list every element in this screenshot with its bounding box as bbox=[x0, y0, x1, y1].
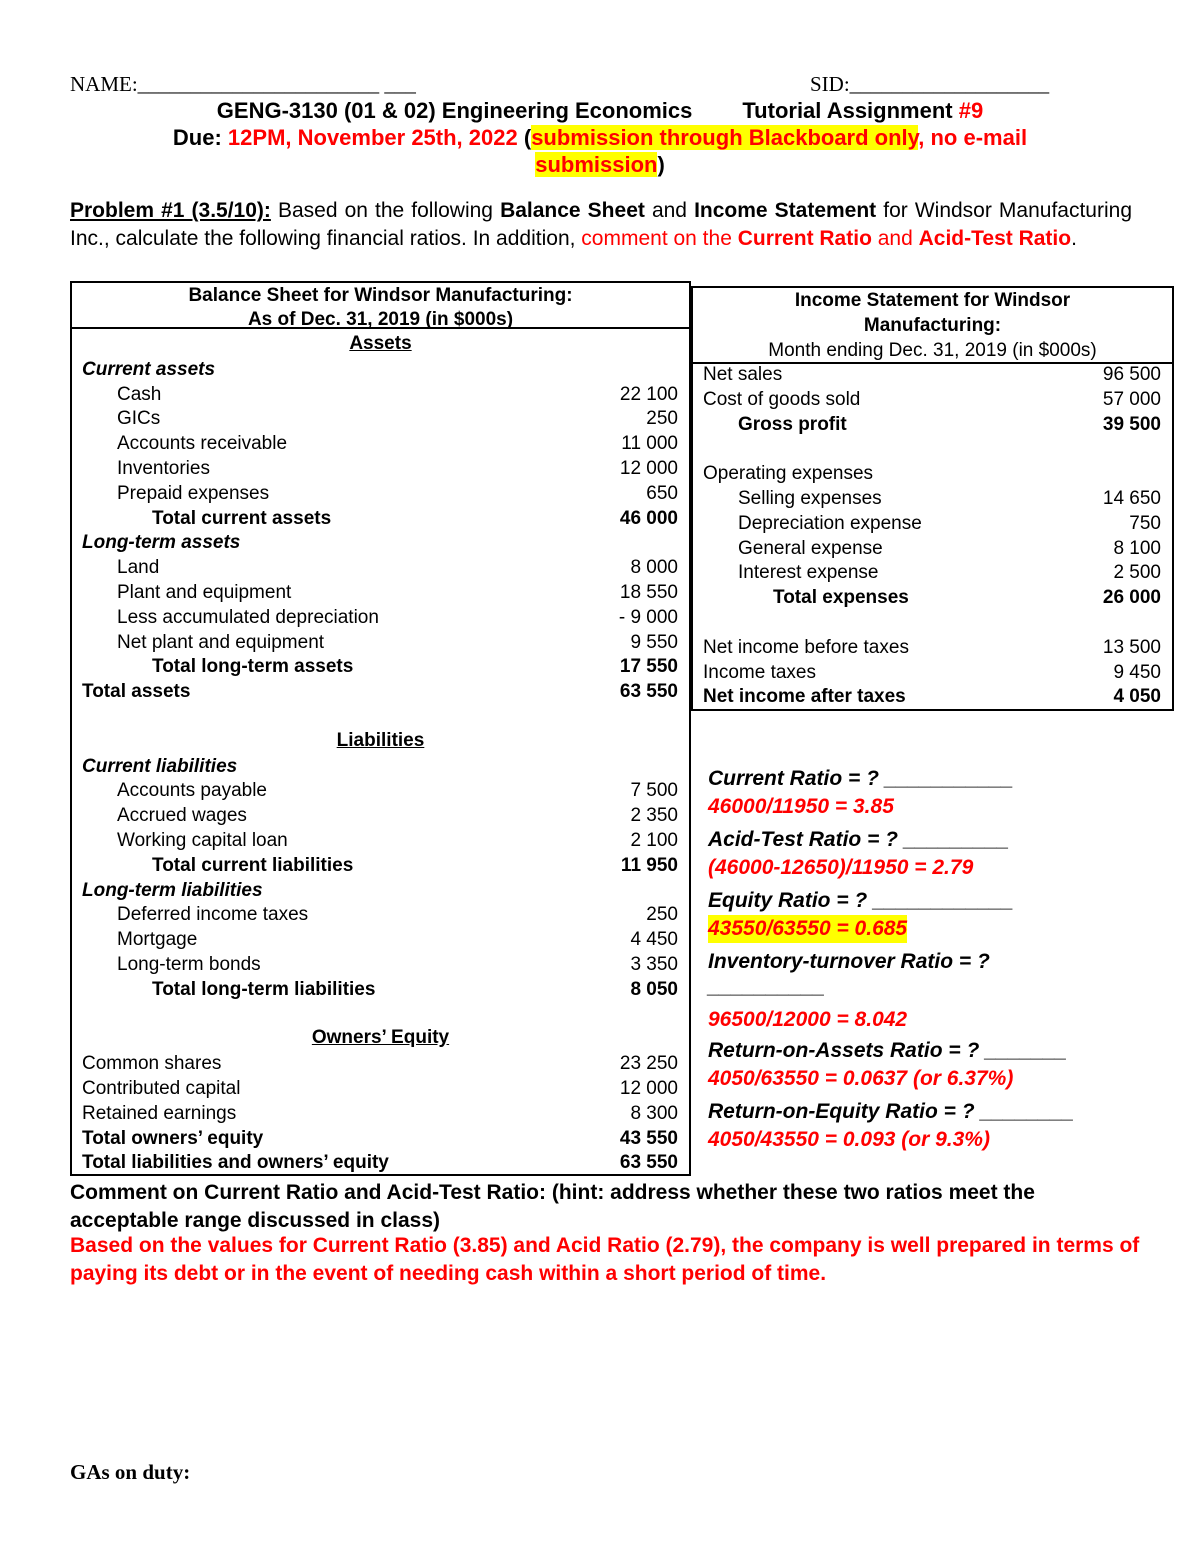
lta-row-value: 18 550 bbox=[619, 582, 678, 603]
due-submission-note: submission through Blackboard only bbox=[531, 125, 919, 150]
total-current-assets-label: Total current assets bbox=[152, 507, 332, 529]
ltl-row-value: 4 450 bbox=[630, 929, 678, 951]
net-income-before-taxes-value: 13 500 bbox=[1102, 636, 1161, 658]
total-current-liabilities-label: Total current liabilities bbox=[152, 854, 354, 876]
problem-label: Problem #1 (3.5/10): bbox=[70, 199, 271, 222]
is-title-2: Manufacturing: bbox=[863, 315, 1002, 336]
long-term-assets-label: Long-term assets bbox=[82, 532, 241, 554]
bs-title-1: Balance Sheet for Windsor Manufacturing: bbox=[188, 285, 573, 306]
opex-row-label: General expense bbox=[738, 537, 883, 559]
sid-field-label: SID:___________________ bbox=[810, 72, 1050, 96]
due-no-email: , no e-mail bbox=[918, 125, 1028, 150]
ltl-row-label: Long-term bonds bbox=[117, 954, 261, 975]
due-paren-close: ) bbox=[657, 152, 665, 177]
total-current-liabilities-value: 11 950 bbox=[620, 854, 678, 876]
income-taxes-label: Income taxes bbox=[703, 661, 816, 683]
total-current-assets-value: 46 000 bbox=[619, 507, 678, 529]
ca-row-value: 11 000 bbox=[621, 433, 678, 455]
long-term-liabilities-label: Long-term liabilities bbox=[82, 879, 263, 901]
problem-period: . bbox=[1071, 227, 1077, 250]
lta-row-label: Plant and equipment bbox=[117, 582, 292, 603]
ca-row-label: Inventories bbox=[117, 458, 210, 479]
net-income-after-taxes-value: 4 050 bbox=[1113, 686, 1161, 708]
opex-row-label: Selling expenses bbox=[738, 488, 882, 509]
opex-row-label: Interest expense bbox=[738, 562, 879, 584]
cogs-value: 57 000 bbox=[1102, 388, 1161, 410]
problem-statement bbox=[70, 197, 1132, 253]
opex-row-value: 750 bbox=[1129, 512, 1161, 534]
course-title: GENG-3130 (01 & 02) Engineering Economics bbox=[216, 98, 693, 123]
ratio-question: Equity Ratio = ? ____________ bbox=[708, 889, 1014, 912]
net-income-after-taxes-label: Net income after taxes bbox=[703, 686, 906, 708]
cl-row-value: 2 350 bbox=[630, 805, 678, 827]
total-long-term-liabilities-value: 8 050 bbox=[630, 978, 678, 1000]
lta-row-value: - 9 000 bbox=[618, 606, 678, 628]
ratio-question: Acid-Test Ratio = ? _________ bbox=[708, 828, 1009, 851]
lta-row-value: 8 000 bbox=[630, 557, 678, 579]
ratio-question: Return-on-Equity Ratio = ? ________ bbox=[708, 1100, 1074, 1123]
lta-row-label: Net plant and equipment bbox=[117, 631, 325, 653]
net-sales-label: Net sales bbox=[703, 364, 783, 385]
ca-row-value: 650 bbox=[646, 482, 678, 504]
net-sales-value: 96 500 bbox=[1102, 364, 1161, 385]
gross-profit-label: Gross profit bbox=[738, 413, 847, 435]
gas-on-duty-label: GAs on duty: bbox=[70, 1460, 191, 1484]
ratio-answer: 4050/43550 = 0.093 (or 9.3%) bbox=[708, 1128, 990, 1151]
balance-sheet-title bbox=[72, 284, 689, 332]
cl-row-label: Working capital loan bbox=[117, 830, 288, 851]
cl-row-value: 7 500 bbox=[630, 780, 678, 802]
ca-row-label: Prepaid expenses bbox=[117, 482, 270, 504]
total-long-term-liabilities-label: Total long-term liabilities bbox=[152, 978, 376, 1000]
due-line-2 bbox=[0, 152, 1200, 178]
total-long-term-assets-label: Total long-term assets bbox=[152, 656, 354, 678]
problem-and-2: and bbox=[871, 227, 919, 250]
total-liabilities-and-equity-label: Total liabilities and owners’ equity bbox=[82, 1152, 389, 1174]
liabilities-heading: Liabilities bbox=[336, 729, 425, 751]
ratio-answer: (46000-12650)/11950 = 2.79 bbox=[708, 856, 974, 879]
ca-row-label: GICs bbox=[117, 408, 161, 430]
ltl-row-label: Deferred income taxes bbox=[117, 904, 309, 926]
eq-row-label: Contributed capital bbox=[82, 1078, 241, 1099]
assignment-label: Tutorial Assignment bbox=[742, 98, 959, 123]
total-expenses-value: 26 000 bbox=[1102, 587, 1161, 609]
ltl-row-label: Mortgage bbox=[117, 929, 198, 951]
assets-heading: Assets bbox=[349, 333, 412, 354]
due-date: 12PM, November 25th, 2022 bbox=[227, 125, 518, 150]
due-paren: ( bbox=[517, 125, 532, 150]
is-title-3: Month ending Dec. 31, 2019 (in $000s) bbox=[768, 340, 1097, 361]
cl-row-value: 2 100 bbox=[630, 830, 678, 851]
problem-cr: Current Ratio bbox=[737, 227, 872, 250]
net-income-before-taxes-label: Net income before taxes bbox=[703, 636, 909, 658]
due-label: Due: bbox=[172, 125, 228, 150]
cl-row-label: Accounts payable bbox=[117, 780, 267, 802]
opex-row-value: 14 650 bbox=[1102, 488, 1161, 509]
problem-text: Based on the following bbox=[270, 199, 501, 222]
ca-row-label: Cash bbox=[117, 383, 162, 405]
name-field-label: NAME:_______________________ ___ bbox=[70, 72, 416, 96]
opex-row-value: 8 100 bbox=[1113, 537, 1161, 559]
ratio-answer: 96500/12000 = 8.042 bbox=[708, 1008, 908, 1031]
problem-is: Income Statement bbox=[694, 199, 877, 222]
due-submission-cont: submission bbox=[535, 152, 658, 177]
current-assets-label: Current assets bbox=[82, 358, 216, 380]
eq-row-label: Retained earnings bbox=[82, 1102, 237, 1124]
eq-row-label: Common shares bbox=[82, 1053, 222, 1075]
ratio-answer: 46000/11950 = 3.85 bbox=[708, 795, 894, 818]
current-liabilities-label: Current liabilities bbox=[82, 755, 238, 777]
ca-row-value: 22 100 bbox=[619, 383, 678, 405]
ratio-question-cont: __________ bbox=[708, 975, 825, 998]
eq-row-value: 12 000 bbox=[619, 1078, 678, 1099]
ca-row-value: 12 000 bbox=[619, 458, 678, 479]
problem-and: and bbox=[644, 199, 695, 222]
eq-row-value: 8 300 bbox=[630, 1102, 678, 1124]
ca-row-label: Accounts receivable bbox=[117, 433, 288, 455]
bs-title-2: As of Dec. 31, 2019 (in $000s) bbox=[247, 309, 514, 330]
opex-row-value: 2 500 bbox=[1113, 562, 1161, 584]
cogs-label: Cost of goods sold bbox=[703, 388, 861, 410]
comment-prompt: Comment on Current Ratio and Acid-Test Ratio: (hint: address whether these two ratios meet the acceptable range discussed in class) bbox=[70, 1181, 1035, 1232]
ratio-question: Inventory-turnover Ratio = ? bbox=[708, 950, 990, 973]
problem-text-2: for Windsor Manufacturing Inc., calculate the following financial ratios. In addition, bbox=[70, 199, 1132, 250]
ca-row-value: 250 bbox=[646, 408, 678, 430]
ratio-question: Current Ratio = ? ___________ bbox=[708, 767, 1014, 790]
comment-answer: Based on the values for Current Ratio (3.85) and Acid Ratio (2.79), the company is well prepared in terms of paying its debt or in the event of needing cash within a short period of time. bbox=[70, 1234, 1140, 1285]
total-assets-label: Total assets bbox=[82, 681, 191, 703]
income-taxes-value: 9 450 bbox=[1113, 661, 1161, 683]
equity-heading: Owners’ Equity bbox=[311, 1027, 450, 1049]
ratio-answer: 43550/63550 = 0.685 bbox=[708, 915, 907, 943]
total-liabilities-and-equity-value: 63 550 bbox=[619, 1152, 678, 1174]
total-long-term-assets-value: 17 550 bbox=[619, 656, 678, 678]
course-title-line bbox=[0, 98, 1200, 124]
total-owners-equity-value: 43 550 bbox=[619, 1127, 678, 1149]
gross-profit-value: 39 500 bbox=[1102, 413, 1161, 435]
ratio-question: Return-on-Assets Ratio = ? _______ bbox=[708, 1039, 1067, 1062]
total-assets-value: 63 550 bbox=[619, 681, 678, 703]
opex-row-label: Depreciation expense bbox=[738, 512, 922, 534]
total-expenses-label: Total expenses bbox=[773, 587, 909, 609]
due-line bbox=[0, 125, 1200, 151]
lta-row-value: 9 550 bbox=[630, 631, 678, 653]
ratio-answer: 4050/63550 = 0.0637 (or 6.37%) bbox=[708, 1067, 1014, 1090]
assignment-number: #9 bbox=[958, 98, 984, 123]
problem-atr: Acid-Test Ratio bbox=[918, 227, 1072, 250]
income-statement-title bbox=[693, 288, 1172, 363]
operating-expenses-label: Operating expenses bbox=[703, 463, 874, 485]
lta-row-label: Less accumulated depreciation bbox=[117, 606, 379, 628]
total-owners-equity-label: Total owners’ equity bbox=[82, 1127, 264, 1149]
problem-bs: Balance Sheet bbox=[500, 199, 645, 222]
is-title-1: Income Statement for Windsor bbox=[794, 290, 1071, 311]
eq-row-value: 23 250 bbox=[619, 1053, 678, 1075]
problem-comment: comment on the bbox=[581, 227, 738, 250]
lta-row-label: Land bbox=[117, 557, 160, 579]
cl-row-label: Accrued wages bbox=[117, 805, 247, 827]
ltl-row-value: 3 350 bbox=[630, 954, 678, 975]
ltl-row-value: 250 bbox=[646, 904, 678, 926]
